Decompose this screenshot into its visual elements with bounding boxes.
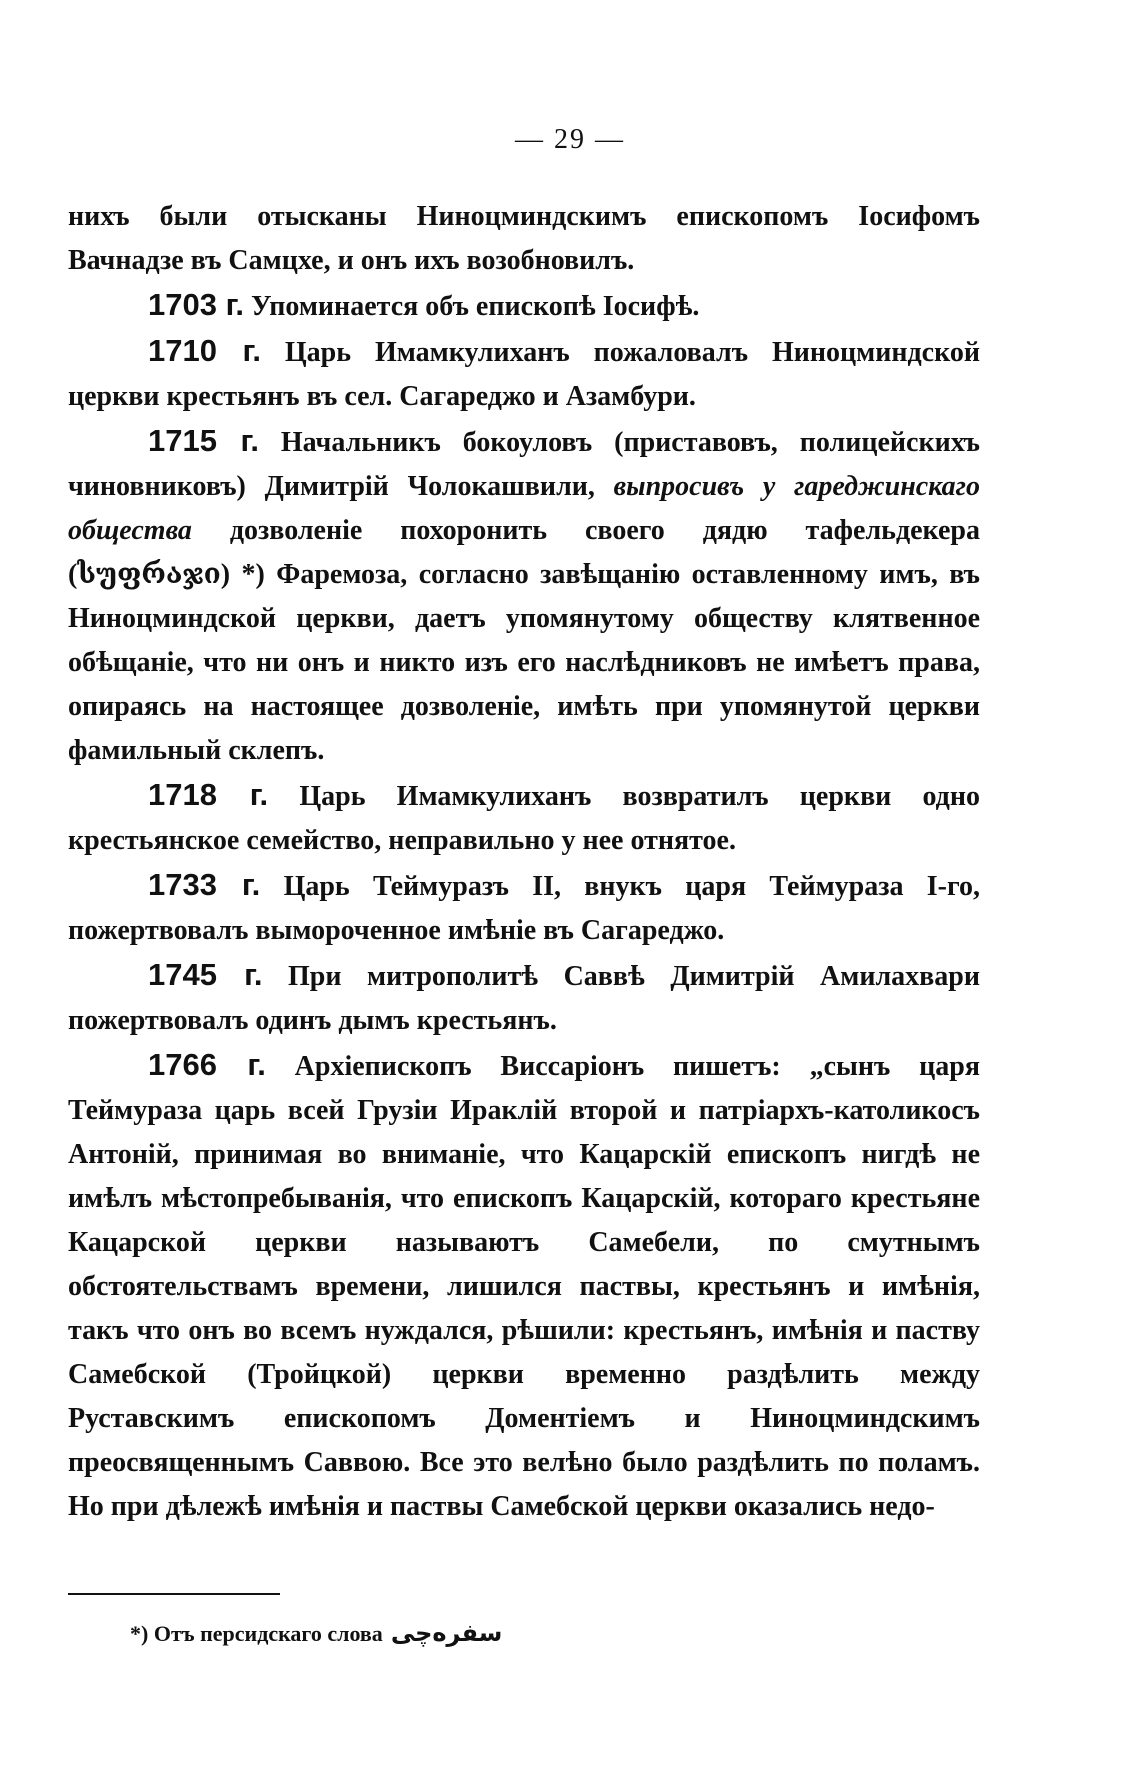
page-number: — 29 — [515, 124, 625, 155]
entry-year: 1710 г. [148, 333, 261, 368]
entry-text: Упоминается объ епископѣ Іосифѣ. [244, 291, 700, 322]
entry-year: 1766 г. [148, 1047, 266, 1082]
entry-text: Начальникъ бокоуловъ (приставовъ, полицейскихъ чиновниковъ) Димитрій Чолокашвили, [68, 427, 980, 502]
entry-year: 1745 г. [148, 957, 263, 992]
chronicle-entry-1715 [68, 419, 980, 773]
footnote-arabic-word: سفره‌چی [390, 1619, 503, 1647]
chronicle-entry-1745 [68, 953, 980, 1043]
entry-year: 1733 г. [148, 867, 261, 902]
entry-text: дозволеніе похоронить своего дядю тафельдекера (სუფრაჯი) *) Фаремоза, согласно завѣщанію оставленному имъ, въ Ниноцминдской церкви, даетъ упомянутому обществу клятвенное обѣщаніе, что ни онъ и никто изъ его наслѣдниковъ не имѣетъ права, опираясь на настоящее дозволеніе, имѣть при упомянутой церкви фамильный склепъ. [68, 515, 980, 766]
entry-year: 1715 г. [148, 423, 259, 458]
chronicle-entry-1718 [68, 773, 980, 863]
entry-text: Царь Теймуразъ II, внукъ царя Теймураза I-го, пожертвовалъ вымороченное имѣніе въ Сагареджо. [68, 871, 980, 946]
entry-italic-text: выпросивъ у гареджинскаго общества [68, 471, 981, 546]
chronicle-entry-1766 [68, 1043, 980, 1529]
entry-year: 1703 г. [148, 287, 244, 322]
chronicle-entry-1710 [68, 329, 980, 419]
entry-year: 1718 г. [148, 777, 269, 812]
chronicle-entry-1703 [68, 283, 980, 329]
footnote [130, 1619, 502, 1647]
chronicle-entry-1733 [68, 863, 980, 953]
paragraph-continuation [68, 195, 980, 283]
footnote-divider [68, 1593, 280, 1595]
entry-text: Царь Имамкулиханъ пожаловалъ Ниноцминдской церкви крестьянъ въ сел. Сагареджо и Азамбури. [68, 337, 981, 412]
entry-text: Царь Имамкулиханъ возвратилъ церкви одно крестьянское семейство, неправильно у нее отнятое. [68, 781, 980, 856]
entry-text: Архіепископъ Виссаріонъ пишетъ: „сынъ царя Теймураза царь всей Грузіи Ираклій второй и патріархъ-католикосъ Антоній, принимая во вниманіе, что Кацарскій епископъ нигдѣ не имѣлъ мѣстопребыванія, что епископъ Кацарскій, котораго крестьяне Кацарской церкви называютъ Самебели, по смутнымъ обстоятельствамъ времени, лишился паствы, крестьянъ и имѣнія, такъ что онъ во всемъ нуждался, рѣшили: крестьянъ, имѣнія и паству Самебской (Тройцкой) церкви временно раздѣлить между Руставскимъ епископомъ Доментіемъ и Ниноцминдскимъ преосвященнымъ Саввою. Все это велѣно было раздѣлить по поламъ. Но при дѣлежѣ имѣнія и паствы Самебской церкви оказались недо- [68, 1051, 981, 1522]
paragraph-text: нихъ были отысканы Ниноцминдскимъ епископомъ Іосифомъ Вачнадзе въ Самцхе, и онъ ихъ возобновилъ. [68, 201, 980, 276]
main-text [68, 195, 980, 1529]
footnote-label: *) Отъ персидскаго слова [130, 1621, 383, 1646]
entry-text: При митрополитѣ Саввѣ Димитрій Амилахвари пожертвовалъ одинъ дымъ крестьянъ. [68, 961, 980, 1036]
